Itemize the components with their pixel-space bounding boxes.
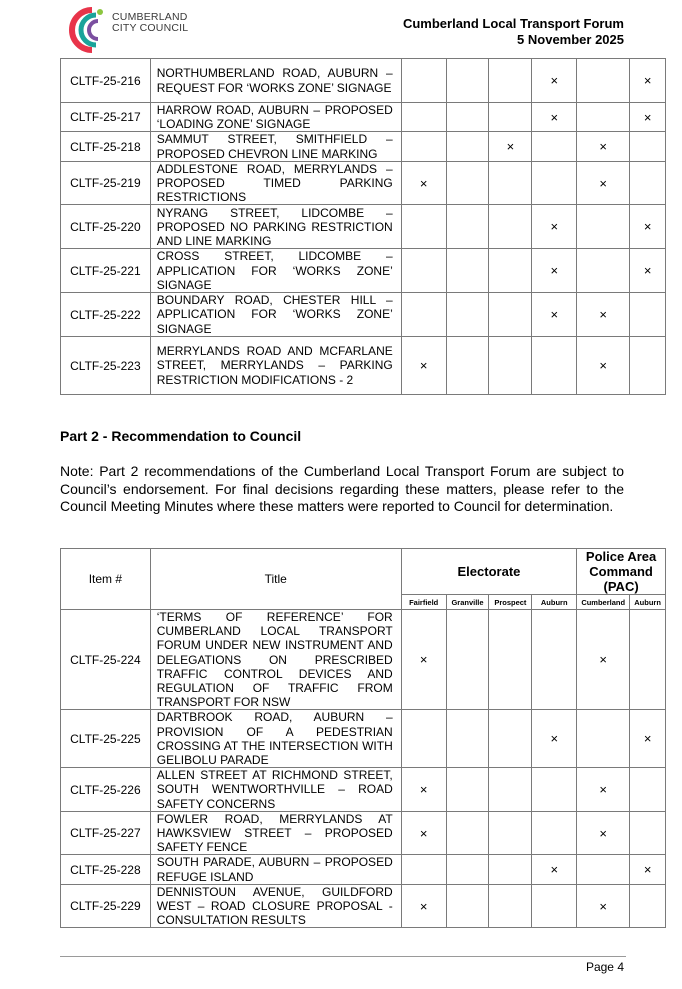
part2-table [60, 548, 666, 928]
mark-cell: × [630, 59, 666, 103]
mark-cell [532, 811, 577, 855]
mark-cell [532, 768, 577, 812]
table-row [61, 710, 666, 768]
item-id: CLTF-25-226 [61, 768, 151, 812]
item-title: SOUTH PARADE, AUBURN – PROPOSED REFUGE ISLAND [150, 855, 401, 884]
part1-table [60, 58, 666, 395]
mark-cell: × [532, 710, 577, 768]
mark-cell [489, 205, 532, 249]
mark-cell [489, 884, 532, 928]
mark-cell [489, 768, 532, 812]
page-number: Page 4 [585, 960, 624, 974]
mark-cell [630, 337, 666, 395]
mark-cell [401, 132, 446, 161]
mark-cell: × [630, 710, 666, 768]
item-title: DARTBROOK ROAD, AUBURN – PROVISION OF A PEDESTRIAN CROSSING AT THE INTERSECTION WITH GELIBOLU PARADE [150, 710, 401, 768]
mark-cell [532, 610, 577, 710]
item-header: Item # [61, 549, 151, 610]
item-title: ADDLESTONE ROAD, MERRYLANDS – PROPOSED TIMED PARKING RESTRICTIONS [150, 161, 401, 205]
mark-cell [446, 103, 489, 132]
mark-cell: × [532, 855, 577, 884]
mark-cell [401, 249, 446, 293]
mark-cell [489, 249, 532, 293]
mark-cell: × [577, 293, 630, 337]
mark-cell: × [401, 884, 446, 928]
mark-cell: × [577, 884, 630, 928]
item-id: CLTF-25-220 [61, 205, 151, 249]
item-id: CLTF-25-219 [61, 161, 151, 205]
mark-cell [446, 161, 489, 205]
mark-cell [446, 710, 489, 768]
item-id: CLTF-25-217 [61, 103, 151, 132]
item-title: BOUNDARY ROAD, CHESTER HILL – APPLICATION FOR ‘WORKS ZONE’ SIGNAGE [150, 293, 401, 337]
mark-cell [532, 337, 577, 395]
mark-cell: × [532, 103, 577, 132]
mark-cell: × [577, 811, 630, 855]
council-name-line1: CUMBERLAND [112, 11, 188, 23]
mark-cell: × [532, 249, 577, 293]
item-title: SAMMUT STREET, SMITHFIELD – PROPOSED CHEVRON LINE MARKING [150, 132, 401, 161]
mark-cell [489, 59, 532, 103]
mark-cell [630, 293, 666, 337]
mark-cell [446, 610, 489, 710]
mark-cell: × [630, 205, 666, 249]
mark-cell [489, 103, 532, 132]
mark-cell: × [532, 205, 577, 249]
mark-cell [532, 161, 577, 205]
mark-cell: × [532, 59, 577, 103]
council-name-line2: CITY COUNCIL [112, 22, 189, 34]
item-title: CROSS STREET, LIDCOMBE – APPLICATION FOR ‘WORKS ZONE’ SIGNAGE [150, 249, 401, 293]
footer-rule [60, 956, 626, 957]
mark-cell: × [577, 610, 630, 710]
mark-cell [446, 884, 489, 928]
item-title: FOWLER ROAD, MERRYLANDS AT HAWKSVIEW STREET – PROPOSED SAFETY FENCE [150, 811, 401, 855]
part2-heading: Part 2 - Recommendation to Council [60, 428, 302, 444]
mark-cell: × [630, 103, 666, 132]
mark-cell [577, 59, 630, 103]
table-row [61, 884, 666, 928]
mark-cell [401, 205, 446, 249]
mark-cell [446, 205, 489, 249]
item-id: CLTF-25-227 [61, 811, 151, 855]
mark-cell: × [577, 132, 630, 161]
mark-cell: × [577, 768, 630, 812]
mark-cell: × [630, 855, 666, 884]
table-row [61, 610, 666, 710]
item-title: NORTHUMBERLAND ROAD, AUBURN – REQUEST FOR ‘WORKS ZONE’ SIGNAGE [150, 59, 401, 103]
item-title: MERRYLANDS ROAD AND MCFARLANE STREET, MERRYLANDS – PARKING RESTRICTION MODIFICATIONS - 2 [150, 337, 401, 395]
mark-cell [630, 610, 666, 710]
mark-cell: × [401, 768, 446, 812]
table-row [61, 161, 666, 205]
subheader-cell: Fairfield [401, 595, 446, 610]
mark-cell: × [532, 293, 577, 337]
mark-cell: × [401, 337, 446, 395]
mark-cell [401, 103, 446, 132]
mark-cell [489, 710, 532, 768]
mark-cell [630, 768, 666, 812]
mark-cell [401, 855, 446, 884]
mark-cell [446, 855, 489, 884]
mark-cell [577, 205, 630, 249]
mark-cell [577, 103, 630, 132]
mark-cell: × [401, 161, 446, 205]
table-row [61, 249, 666, 293]
mark-cell [401, 59, 446, 103]
mark-cell: × [630, 249, 666, 293]
mark-cell [446, 132, 489, 161]
mark-cell [446, 811, 489, 855]
mark-cell [577, 855, 630, 884]
item-title: NYRANG STREET, LIDCOMBE – PROPOSED NO PARKING RESTRICTION AND LINE MARKING [150, 205, 401, 249]
pac-header: Police Area Command (PAC) [577, 549, 666, 595]
table-row [61, 855, 666, 884]
item-id: CLTF-25-216 [61, 59, 151, 103]
table-row [61, 205, 666, 249]
table-row [61, 132, 666, 161]
subheader-cell: Auburn [630, 595, 666, 610]
mark-cell [489, 855, 532, 884]
mark-cell: × [577, 161, 630, 205]
subheader-cell: Prospect [489, 595, 532, 610]
table-row [61, 293, 666, 337]
mark-cell [630, 161, 666, 205]
item-title: HARROW ROAD, AUBURN – PROPOSED ‘LOADING ZONE’ SIGNAGE [150, 103, 401, 132]
mark-cell [489, 811, 532, 855]
item-id: CLTF-25-225 [61, 710, 151, 768]
table-row [61, 59, 666, 103]
subheader-cell: Auburn [532, 595, 577, 610]
item-id: CLTF-25-229 [61, 884, 151, 928]
mark-cell: × [401, 610, 446, 710]
item-id: CLTF-25-222 [61, 293, 151, 337]
mark-cell: × [577, 337, 630, 395]
part2-note: Note: Part 2 recommendations of the Cumberland Local Transport Forum are subject to Council’s endorsement. For final decisions regarding these matters, please refer to the Council Meeting Minutes where these matters were reported to Council for determination. [60, 463, 624, 514]
item-id: CLTF-25-221 [61, 249, 151, 293]
item-id: CLTF-25-223 [61, 337, 151, 395]
table-row [61, 103, 666, 132]
mark-cell [446, 249, 489, 293]
mark-cell [446, 768, 489, 812]
mark-cell [489, 610, 532, 710]
mark-cell [532, 132, 577, 161]
mark-cell [577, 249, 630, 293]
mark-cell [630, 132, 666, 161]
item-title: DENNISTOUN AVENUE, GUILDFORD WEST – ROAD CLOSURE PROPOSAL - CONSULTATION RESULTS [150, 884, 401, 928]
mark-cell [532, 884, 577, 928]
document-header [403, 16, 624, 48]
meeting-date: 5 November 2025 [517, 32, 624, 47]
mark-cell [630, 884, 666, 928]
council-name [112, 12, 188, 34]
mark-cell [401, 710, 446, 768]
mark-cell [446, 337, 489, 395]
mark-cell [489, 161, 532, 205]
table-row [61, 768, 666, 812]
item-title: ALLEN STREET AT RICHMOND STREET, SOUTH WENTWORTHVILLE – ROAD SAFETY CONCERNS [150, 768, 401, 812]
mark-cell [489, 293, 532, 337]
mark-cell [401, 293, 446, 337]
mark-cell [577, 710, 630, 768]
mark-cell [630, 811, 666, 855]
mark-cell [446, 293, 489, 337]
title-header: Title [150, 549, 401, 610]
mark-cell [489, 337, 532, 395]
item-id: CLTF-25-218 [61, 132, 151, 161]
table-row [61, 337, 666, 395]
electorate-header: Electorate [401, 549, 576, 595]
subheader-cell: Granville [446, 595, 489, 610]
item-id: CLTF-25-228 [61, 855, 151, 884]
subheader-cell: Cumberland [577, 595, 630, 610]
mark-cell: × [401, 811, 446, 855]
item-id: CLTF-25-224 [61, 610, 151, 710]
forum-name: Cumberland Local Transport Forum [402, 16, 624, 31]
item-title: ‘TERMS OF REFERENCE’ FOR CUMBERLAND LOCAL TRANSPORT FORUM UNDER NEW INSTRUMENT AND DELEGATIONS ON PRESCRIBED TRAFFIC CONTROL DEVICES AND REGULATION OF TRAFFIC FROM TRANSPORT FOR NSW [150, 610, 401, 710]
table-row [61, 811, 666, 855]
mark-cell: × [489, 132, 532, 161]
mark-cell [446, 59, 489, 103]
